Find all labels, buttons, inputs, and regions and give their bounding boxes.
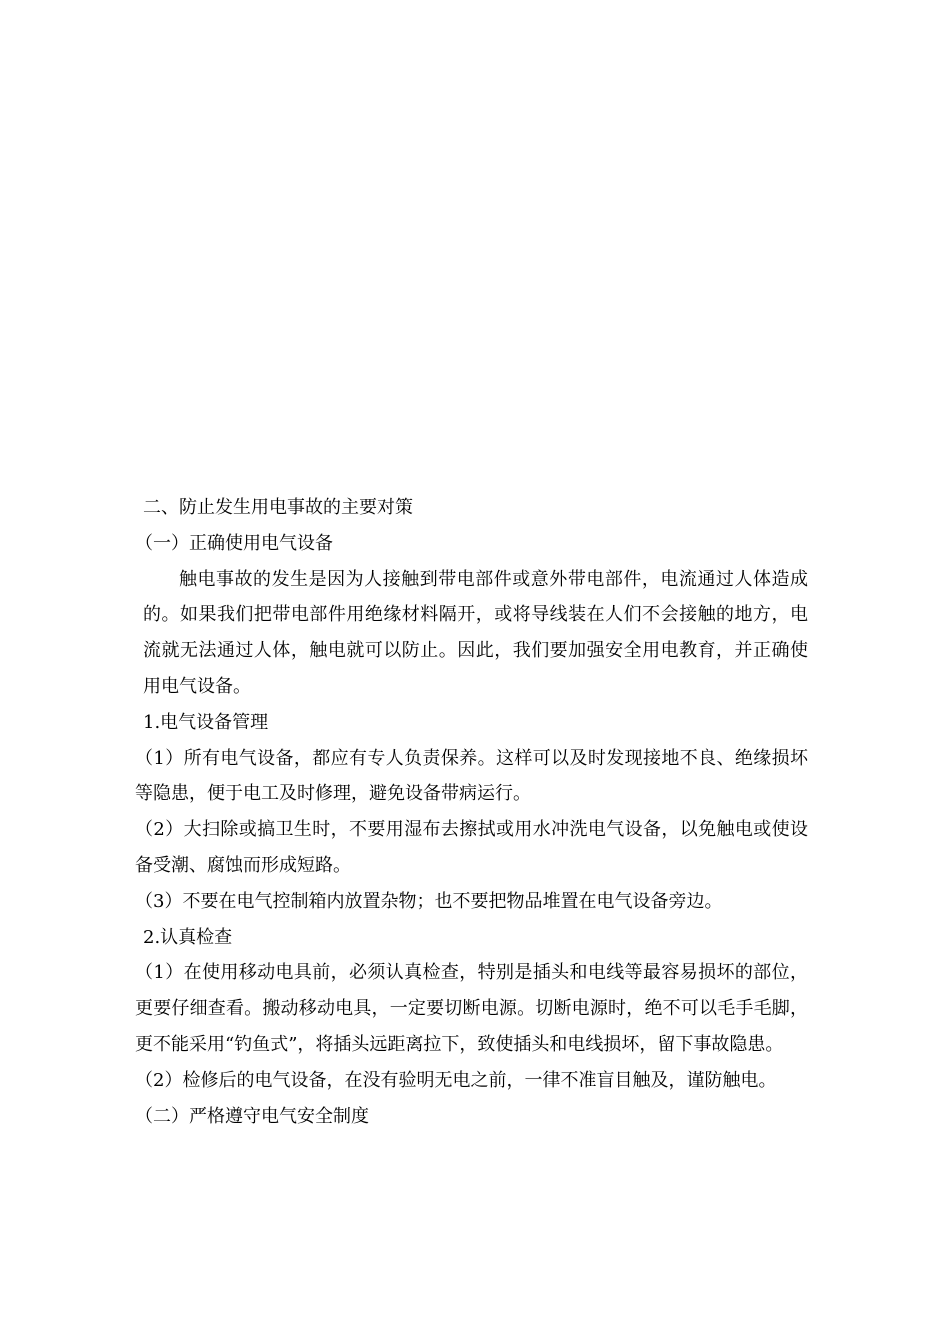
section-heading: 二、防止发生用电事故的主要对策	[143, 497, 413, 518]
document-body	[135, 490, 808, 1134]
intro-paragraph: 触电事故的发生是因为人接触到带电部件或意外带电部件，电流通过人体造成的。如果我们把带电部件用绝缘材料隔开，或将导线装在人们不会接触的地方，电流就无法通过人体，触电就可以防止。因此，我们要加强安全用电教育，并正确使用电气设备。	[143, 568, 808, 697]
item1-point-2: （2）大扫除或搞卫生时，不要用湿布去擦拭或用水冲洗电气设备，以免触电或使设备受潮、腐蚀而形成短路。	[135, 819, 808, 876]
item1-point-1: （1）所有电气设备，都应有专人负责保养。这样可以及时发现接地不良、绝缘损坏等隐患，便于电工及时修理，避免设备带病运行。	[135, 747, 808, 805]
item-heading-2: 2.认真检查	[143, 926, 233, 948]
item2-point-1: （1）在使用移动电具前，必须认真检查，特别是插头和电线等最容易损坏的部位，更要仔细查看。搬动移动电具，一定要切断电源。切断电源时，绝不可以毛手毛脚，更不能采用“钓鱼式”，将插头远距离拉下，致使插头和电线损坏，留下事故隐患。	[135, 962, 808, 1055]
subsection-heading-2: （二）严格遵守电气安全制度	[135, 1105, 369, 1127]
item2-point-2: （2）检修后的电气设备，在没有验明无电之前，一律不准盲目触及，谨防触电。	[135, 1069, 777, 1091]
item1-point-3: （3）不要在电气控制箱内放置杂物；也不要把物品堆置在电气设备旁边。	[135, 890, 723, 912]
subsection-heading-1: （一）正确使用电气设备	[135, 532, 333, 554]
item-heading-1: 1.电气设备管理	[143, 711, 269, 733]
